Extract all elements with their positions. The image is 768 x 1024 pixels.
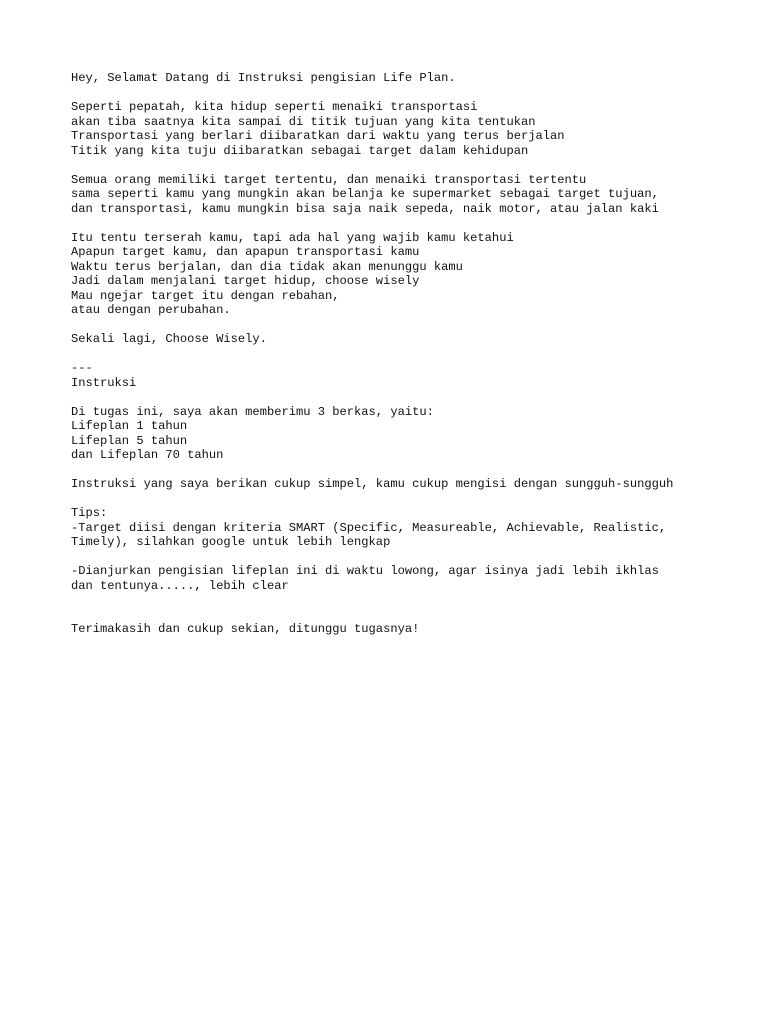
blank-line — [71, 86, 751, 101]
text-line: Lifeplan 5 tahun — [71, 433, 188, 448]
text-line: dan tentunya....., lebih clear — [71, 578, 289, 593]
blank-line — [71, 318, 751, 333]
text-line: Transportasi yang berlari diibaratkan dari waktu yang terus berjalan — [71, 129, 565, 143]
blank-line — [71, 608, 751, 623]
text-line: dan transportasi, kamu mungkin bisa saja naik sepeda, naik motor, atau jalan kaki — [71, 201, 659, 216]
text-line: -Target diisi dengan kriteria SMART (Specific, Measureable, Achievable, Realistic, — [71, 520, 667, 535]
text-line: Di tugas ini, saya akan memberimu 3 berkas, yaitu: — [71, 404, 434, 419]
text-line: Apapun target kamu, dan apapun transportasi kamu — [71, 245, 420, 259]
text-line: Waktu terus berjalan, dan dia tidak akan menunggu kamu — [71, 259, 463, 274]
text-line: Instruksi — [71, 375, 137, 390]
blank-line — [71, 390, 751, 405]
text-line: dan Lifeplan 70 tahun — [71, 448, 224, 462]
text-line: sama seperti kamu yang mungkin akan belanja ke supermarket sebagai target tujuan, — [71, 187, 659, 201]
text-line: Titik yang kita tuju diibaratkan sebagai target dalam kehidupan — [71, 143, 529, 158]
text-line: Timely), silahkan google untuk lebih lengkap — [71, 535, 391, 549]
text-line: Semua orang memiliki target tertentu, dan menaiki transportasi tertentu — [71, 172, 587, 187]
blank-line — [71, 347, 751, 362]
blank-line — [71, 492, 751, 507]
text-line: Mau ngejar target itu dengan rebahan, — [71, 288, 340, 303]
text-line: atau dengan perubahan. — [71, 303, 231, 317]
blank-line — [71, 158, 751, 173]
text-line: Lifeplan 1 tahun — [71, 419, 188, 433]
text-line: Instruksi yang saya berikan cukup simpel, kamu cukup mengisi dengan sungguh-sungguh — [71, 477, 674, 491]
document-body — [71, 71, 751, 637]
text-line: Jadi dalam menjalani target hidup, choose wisely — [71, 274, 420, 288]
blank-line — [71, 216, 751, 231]
text-line: Itu tentu terserah kamu, tapi ada hal yang wajib kamu ketahui — [71, 230, 514, 245]
text-line: Tips: — [71, 506, 108, 520]
text-line: akan tiba saatnya kita sampai di titik tujuan yang kita tentukan — [71, 114, 536, 129]
text-line: -Dianjurkan pengisian lifeplan ini di waktu lowong, agar isinya jadi lebih ikhlas — [71, 564, 659, 578]
blank-line — [71, 550, 751, 565]
text-line: Terimakasih dan cukup sekian, ditunggu tugasnya! — [71, 622, 420, 636]
blank-line — [71, 463, 751, 478]
text-line: Hey, Selamat Datang di Instruksi pengisian Life Plan. — [71, 71, 456, 85]
blank-line — [71, 593, 751, 608]
text-line: --- — [71, 361, 93, 375]
text-line: Sekali lagi, Choose Wisely. — [71, 332, 267, 346]
text-line: Seperti pepatah, kita hidup seperti menaiki transportasi — [71, 100, 478, 114]
